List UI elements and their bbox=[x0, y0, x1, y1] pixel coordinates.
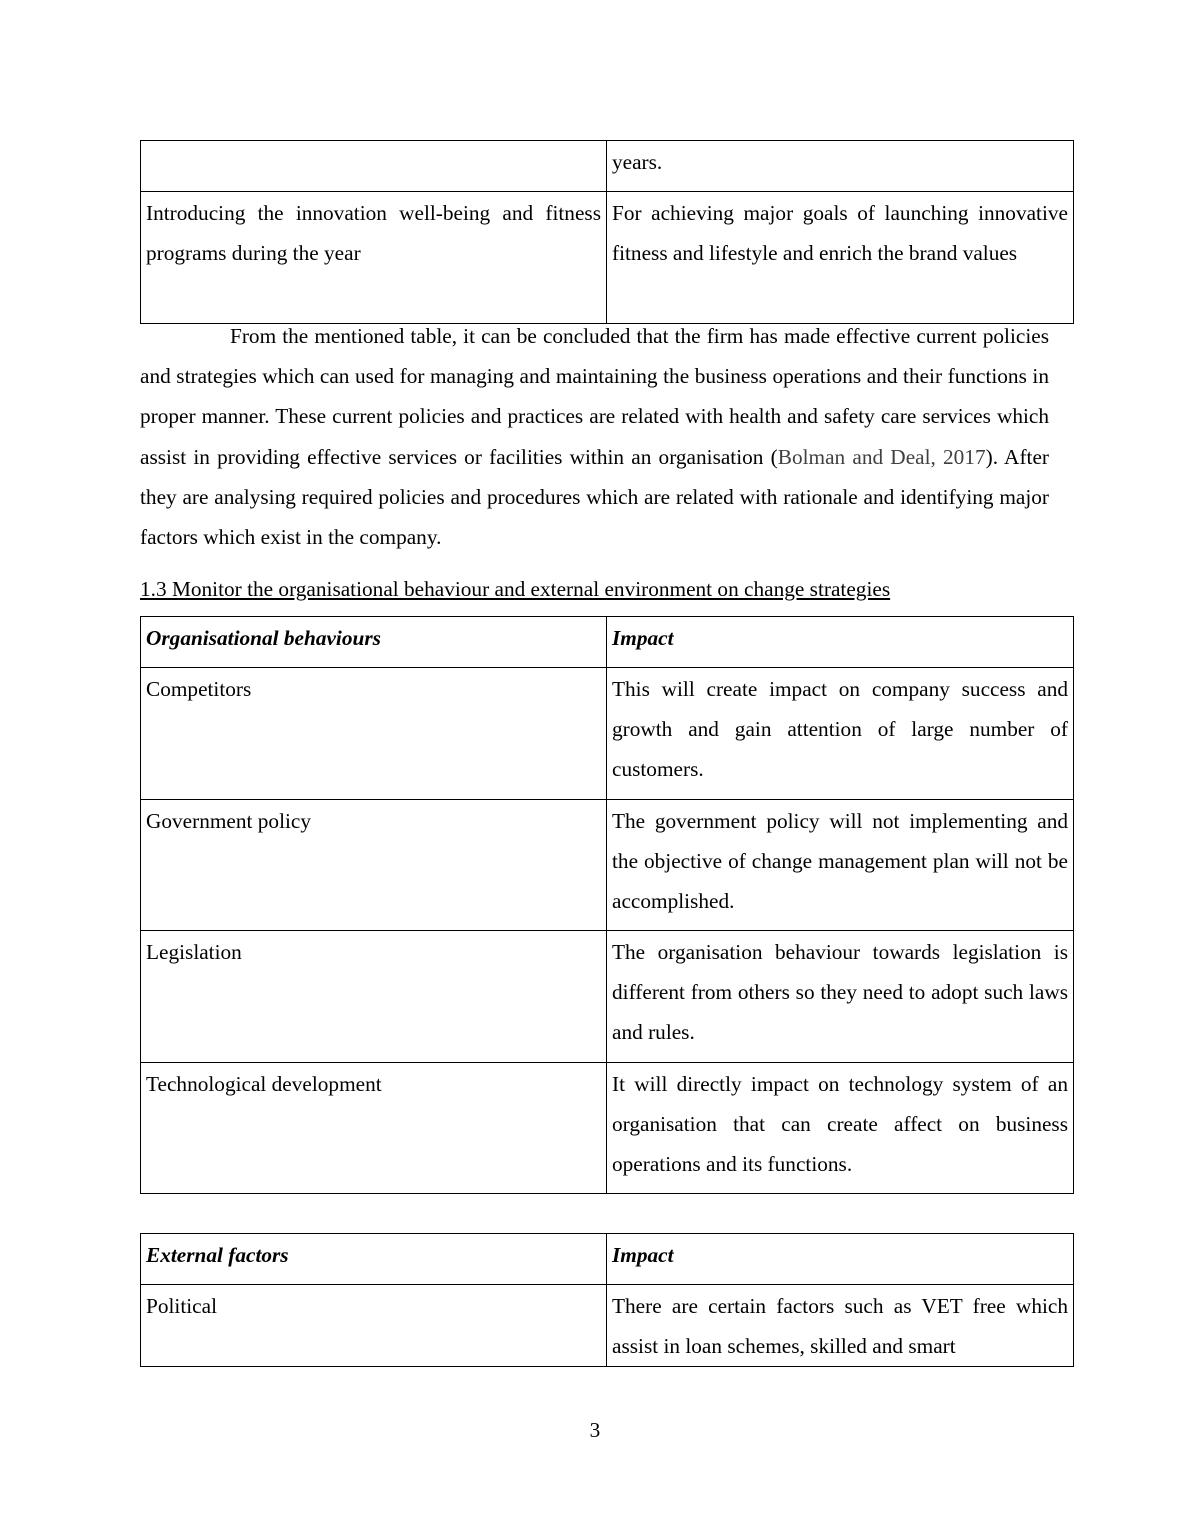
table-cell-right: This will create impact on company success and growth and gain attention of large number of customers. bbox=[607, 668, 1074, 800]
header-cell-right: Impact bbox=[607, 617, 1074, 668]
table-cell-right: It will directly impact on technology system of an organisation that can create affect on business operations and its functions. bbox=[607, 1063, 1074, 1194]
table-cell-left: Technological development bbox=[141, 1063, 607, 1194]
table-row bbox=[141, 931, 1074, 1063]
paragraph-text: From the mentioned table, it can be concluded that the firm has made effective current policies and strategies which can used for managing and maintaining the business operations and their functions in proper manner. These current policies and practices are related with health and safety care services which assist in providing effective services or facilities within an organisation ( bbox=[140, 324, 1049, 469]
organisational-behaviour-table bbox=[140, 616, 1074, 1194]
paragraph-text-end: ). After they are analysing required policies and procedures which are related with rationale and identifying major factors which exist in the company. bbox=[140, 444, 1049, 550]
table-cell-right: years. bbox=[607, 141, 1074, 192]
page-number: 3 bbox=[589, 1418, 601, 1442]
section-heading: 1.3 Monitor the organisational behaviour and external environment on change strategies bbox=[140, 577, 891, 601]
table-row bbox=[141, 668, 1074, 800]
table-header-row bbox=[141, 617, 1074, 668]
table-row bbox=[141, 141, 1074, 192]
table-row bbox=[141, 1285, 1074, 1367]
table-cell-left: Political bbox=[141, 1285, 607, 1367]
body-paragraph bbox=[140, 316, 1049, 557]
table-row bbox=[141, 800, 1074, 931]
table-row bbox=[141, 1063, 1074, 1194]
table-cell-right: For achieving major goals of launching innovative fitness and lifestyle and enrich the brand values bbox=[607, 192, 1074, 324]
table-cell-right: The government policy will not implementing and the objective of change management plan will not be accomplished. bbox=[607, 800, 1074, 931]
table-cell-left: Government policy bbox=[141, 800, 607, 931]
table-header-row bbox=[141, 1234, 1074, 1285]
table-row bbox=[141, 192, 1074, 324]
table-cell-left: Competitors bbox=[141, 668, 607, 800]
header-cell-right: Impact bbox=[607, 1234, 1074, 1285]
strategy-table bbox=[140, 140, 1074, 324]
external-factors-table bbox=[140, 1233, 1074, 1367]
table-cell-left bbox=[141, 141, 607, 192]
citation-reference: Bolman and Deal, 2017 bbox=[777, 444, 986, 469]
table-cell-right: There are certain factors such as VET free which assist in loan schemes, skilled and smart bbox=[607, 1285, 1074, 1367]
table-cell-left: Introducing the innovation well-being and fitness programs during the year bbox=[141, 192, 607, 324]
table-cell-right: The organisation behaviour towards legislation is different from others so they need to adopt such laws and rules. bbox=[607, 931, 1074, 1063]
header-cell-left: External factors bbox=[141, 1234, 607, 1285]
table-cell-left: Legislation bbox=[141, 931, 607, 1063]
header-cell-left: Organisational behaviours bbox=[141, 617, 607, 668]
